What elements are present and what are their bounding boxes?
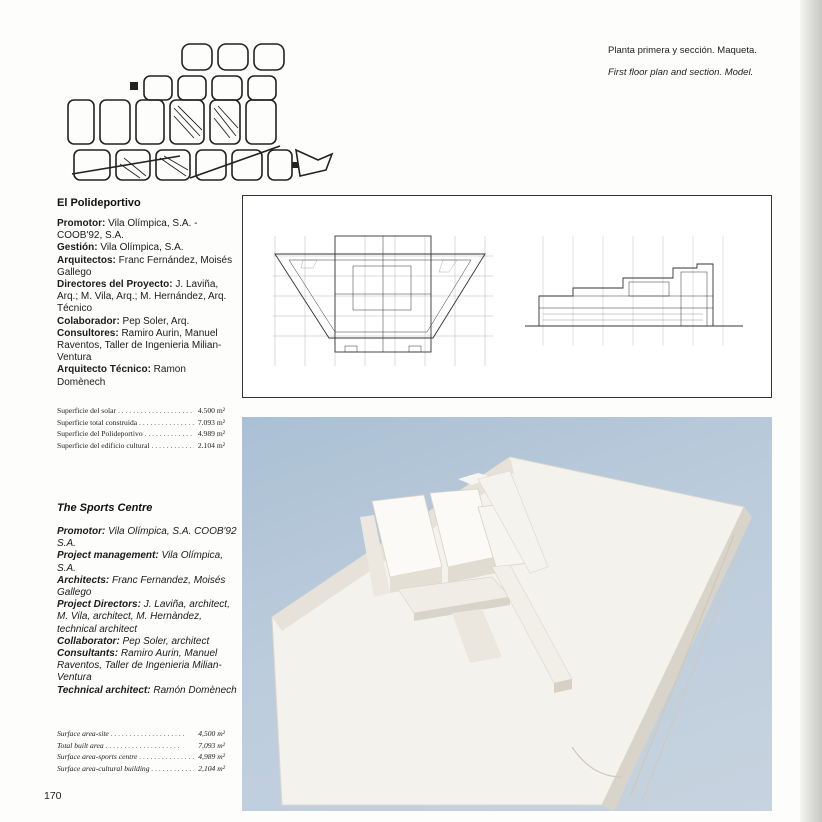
- area-row: [57, 428, 225, 440]
- area-value: 7.093 m²: [194, 417, 225, 429]
- credit-line: [57, 575, 237, 599]
- credit-line: [57, 526, 237, 550]
- section-drawing: [525, 236, 743, 346]
- area-value: 2.104 m²: [194, 440, 225, 452]
- credit-line: [57, 550, 237, 574]
- credit-value: Vila Olímpica, S.A. COOB'92 S.A.: [57, 526, 237, 550]
- section-title-english: The Sports Centre: [57, 502, 153, 514]
- area-table-english: [57, 728, 225, 774]
- site-plan-drawing: [60, 38, 340, 188]
- page-number: 170: [44, 790, 62, 802]
- credit-key: Arquitectos:: [57, 254, 116, 266]
- area-value: 2,104 m²: [194, 763, 225, 775]
- area-value: 4,500 m²: [194, 728, 225, 740]
- area-row: [57, 405, 225, 417]
- credit-line: [57, 685, 237, 697]
- credit-line: [57, 599, 237, 636]
- floor-plan-drawing: [273, 236, 493, 366]
- credit-key: Collaborator:: [57, 635, 120, 647]
- area-label: Total built area . . .: [57, 740, 180, 752]
- credit-key: Directores del Proyecto:: [57, 279, 173, 291]
- model-illustration: [242, 417, 772, 811]
- credit-value: Franc Fernández, Moisés Gallego: [57, 254, 233, 278]
- credit-key: Project Directors:: [57, 599, 141, 611]
- area-row: [57, 728, 225, 740]
- caption-english: First floor plan and section. Model.: [608, 67, 754, 78]
- credit-key: Promotor:: [57, 526, 106, 537]
- area-row: [57, 740, 225, 752]
- area-label: Surface area-site . . .: [57, 728, 185, 740]
- credit-key: Technical architect:: [57, 684, 151, 696]
- credit-key: Consultants:: [57, 648, 119, 660]
- credits-english: [57, 526, 237, 697]
- credit-line: [57, 255, 237, 279]
- model-photograph: [242, 417, 772, 811]
- credit-key: Arquitecto Técnico:: [57, 364, 151, 376]
- credit-value: J. Laviña, architect, M. Vila, architect, M. Hernàndez, technical architect: [57, 599, 230, 635]
- credit-line: [57, 279, 237, 316]
- credit-key: Colaborador:: [57, 315, 120, 327]
- area-label: Surface area-sports centre . . .: [57, 751, 194, 763]
- credit-key: Consultores:: [57, 327, 119, 339]
- credit-line: [57, 648, 237, 685]
- area-value: 7,093 m²: [194, 740, 225, 752]
- area-label: Superficie total construida . . .: [57, 417, 194, 429]
- credit-value: J. Laviña, Arq.; M. Vila, Arq.; M. Hernández, Arq. Técnico: [57, 279, 227, 315]
- credit-line: [57, 636, 237, 648]
- credit-value: Ramón Domènech: [150, 684, 237, 696]
- credit-key: Architects:: [57, 574, 110, 586]
- plan-and-section-figure: [242, 195, 772, 398]
- credit-value: Vila Olímpica, S.A.: [97, 242, 184, 254]
- area-label: Superficie del edificio cultural . . .: [57, 440, 194, 452]
- area-value: 4.500 m²: [194, 405, 225, 417]
- area-row: [57, 417, 225, 429]
- caption-spanish: Planta primera y sección. Maqueta.: [608, 45, 757, 56]
- credit-value: Vila Olímpica, S.A.: [57, 550, 223, 574]
- credit-key: Gestión:: [57, 242, 98, 254]
- book-gutter: [800, 0, 822, 822]
- credit-value: Ramiro Aurin, Manuel Raventos, Taller de Ingenieria Milian-Ventura: [57, 648, 222, 684]
- area-row: [57, 440, 225, 452]
- credit-line: [57, 328, 237, 365]
- section-title-spanish: El Polideportivo: [57, 197, 141, 209]
- credit-value: Ramiro Aurin, Manuel Raventos, Taller de Ingenieria Milian-Ventura: [57, 327, 222, 364]
- area-label: Surface area-cultural building . . .: [57, 763, 194, 775]
- area-row: [57, 763, 225, 775]
- credit-line: [57, 242, 237, 254]
- credit-line: [57, 364, 237, 388]
- credit-line: [57, 316, 237, 328]
- credit-value: Franc Fernandez, Moisés Gallego: [57, 574, 226, 599]
- area-label: Superficie del Polideportivo . . .: [57, 428, 194, 440]
- credit-key: Promotor:: [57, 218, 106, 229]
- credit-value: Pep Soler, Arq.: [119, 315, 190, 327]
- plan-and-section-svg: [243, 196, 773, 399]
- area-row: [57, 751, 225, 763]
- credit-value: Ramon Domènech: [57, 364, 186, 388]
- credit-value: Pep Soler, architect: [119, 635, 210, 647]
- area-label: Superficie del solar . . .: [57, 405, 192, 417]
- area-value: 4.989 m²: [194, 428, 225, 440]
- credit-line: [57, 218, 237, 242]
- credits-spanish: [57, 218, 237, 389]
- area-table-spanish: [57, 405, 225, 451]
- area-value: 4,989 m²: [194, 751, 225, 763]
- credit-key: Project management:: [57, 550, 159, 562]
- credit-value: Vila Olímpica, S.A. -COOB'92, S.A.: [57, 218, 198, 242]
